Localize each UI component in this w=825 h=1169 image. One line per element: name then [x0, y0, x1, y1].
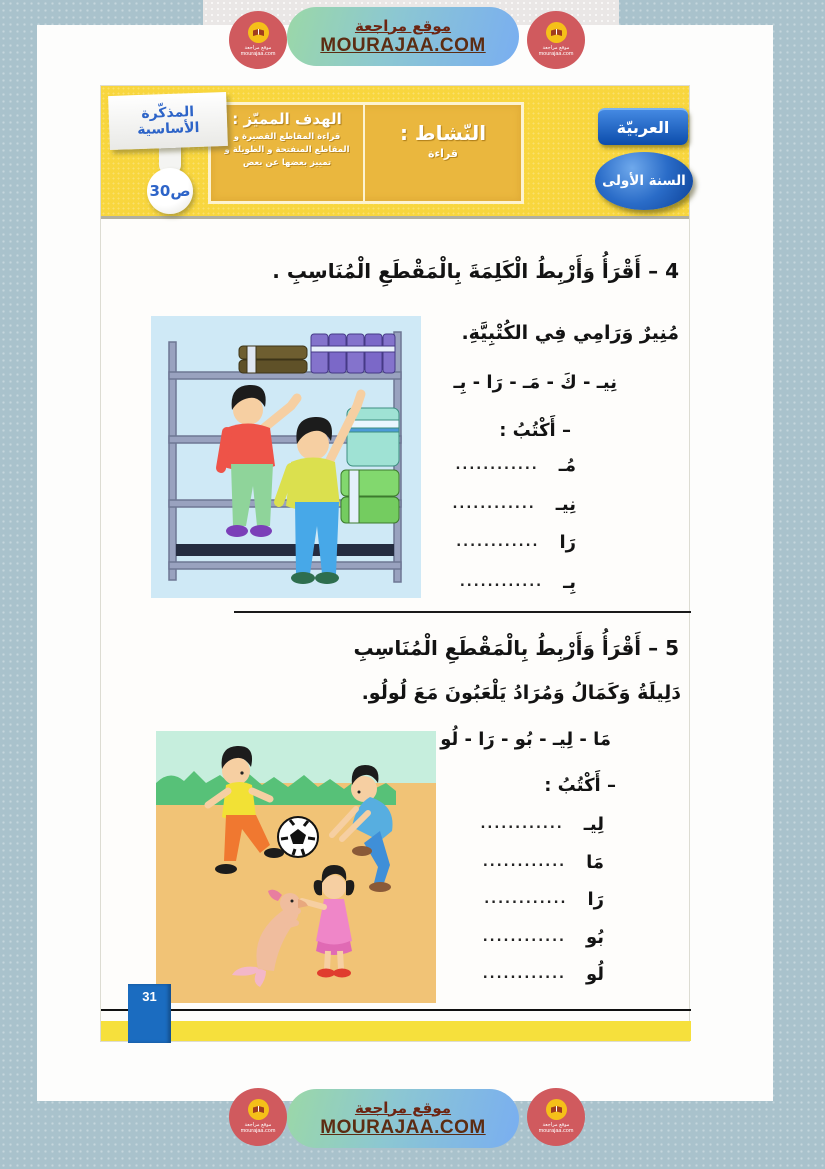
exercise4-syllables: نِيـ - كَ - مَـ - رَا - بِـ	[453, 372, 617, 393]
page-number-badge: 31	[128, 984, 171, 1043]
badge-site-domain: mourajaa.com	[240, 51, 276, 58]
activity-cell	[363, 105, 521, 201]
site-domain-link[interactable]: MOURAJAA.COM	[320, 1116, 486, 1138]
syllable-label: بُو	[585, 927, 604, 948]
answer-dots: ............	[482, 855, 567, 870]
syllable-row	[483, 852, 604, 873]
syllable-label: بِـ	[563, 572, 576, 593]
badge-site-title: موقع مراجعة	[542, 44, 570, 51]
exercise5-syllables: مَا - لِيـ - بُو - رَا - لُو	[440, 729, 611, 750]
badge-site-domain: mourajaa.com	[240, 1128, 276, 1135]
site-logo-badge	[229, 1088, 287, 1146]
open-book-icon	[248, 1099, 269, 1120]
syllable-label: مَا	[586, 852, 604, 873]
objective-title: الهدف المميّز :	[232, 110, 342, 128]
exercise5-write-label: – أَكْتُبُ :	[544, 775, 616, 796]
syllable-row	[483, 927, 604, 948]
objective-activity-box	[208, 102, 524, 204]
badge-site-title: موقع مراجعة	[542, 1121, 570, 1128]
badge-site-title: موقع مراجعة	[244, 1121, 272, 1128]
site-link-pill[interactable]	[287, 7, 519, 66]
site-domain-link[interactable]: MOURAJAA.COM	[320, 34, 486, 56]
syllable-label: لِيـ	[583, 814, 604, 835]
footer-yellow-band	[101, 1021, 691, 1041]
subject-label: العربيّة	[598, 108, 688, 145]
answer-dots: ............	[480, 817, 564, 832]
objective-text: قراءة المقاطع القصيرة و المقاطع المنفتحة و الطويلة و تمييز بعضها عن بعض	[224, 132, 350, 169]
answer-dots: ............	[482, 967, 566, 982]
worksheet-header	[101, 86, 689, 219]
open-book-icon	[546, 22, 567, 43]
badge-site-title: موقع مراجعة	[244, 44, 272, 51]
syllable-row	[455, 455, 576, 476]
syllable-row	[456, 532, 576, 553]
exercise4-title: 4 – أَقْرَأُ وَأَرْبِطُ الْكَلِمَةَ بِالْمَقْطَعِ الْمُنَاسِبِ .	[272, 259, 679, 283]
answer-dots: ............	[482, 930, 566, 945]
children-playing-illustration	[156, 731, 436, 1003]
memo-ribbon: المذكّرة الأساسية	[108, 92, 228, 150]
exercise4-sentence: مُنِيرٌ وَرَامِي فِي الكُتْبِيَّةِ.	[461, 322, 679, 344]
syllable-label: لُو	[585, 964, 604, 985]
site-logo-badge	[527, 11, 585, 69]
syllable-label: نِيـ	[555, 494, 576, 515]
site-link-pill[interactable]	[287, 1089, 519, 1148]
library-illustration	[151, 316, 421, 598]
exercise4-write-label: – أَكْتُبُ :	[499, 420, 571, 441]
objective-cell	[211, 105, 363, 201]
answer-dots: ............	[484, 892, 568, 907]
footer-rule	[101, 1009, 691, 1011]
site-title-link[interactable]: موقع مراجعة	[354, 1098, 452, 1117]
exercise5-title: 5 – أَقْرَأُ وَأَرْبِطُ بِالْمَقْطَعِ الْمُنَاسِبِ	[353, 636, 679, 660]
site-title-link[interactable]: موقع مراجعة	[354, 16, 452, 35]
answer-dots: ............	[459, 575, 544, 590]
answer-dots: ............	[456, 535, 540, 550]
badge-site-domain: mourajaa.com	[538, 1128, 574, 1135]
open-book-icon	[248, 22, 269, 43]
syllable-row	[460, 572, 576, 593]
grade-label: السنة الأولى	[595, 152, 693, 210]
exercise-divider	[234, 611, 691, 613]
syllable-label: رَا	[559, 532, 576, 553]
answer-dots: ............	[455, 458, 539, 473]
syllable-label: مُـ	[558, 455, 576, 476]
page-reference-circle: ص30	[147, 168, 193, 214]
exercise5-sentence: دَلِيلَةُ وَكَمَالُ وَمُرَادُ يَلْعَبُونَ مَعَ لُولُو.	[361, 682, 681, 704]
syllable-row	[480, 814, 604, 835]
answer-dots: ............	[452, 497, 536, 512]
syllable-row	[483, 964, 604, 985]
site-logo-badge	[527, 1088, 585, 1146]
activity-value: قراءة	[428, 147, 458, 160]
syllable-row	[452, 494, 576, 515]
site-logo-badge	[229, 11, 287, 69]
syllable-label: رَا	[587, 889, 604, 910]
activity-title: النّشاط :	[399, 121, 487, 145]
badge-site-domain: mourajaa.com	[538, 51, 574, 58]
scanned-worksheet-page	[100, 85, 690, 1042]
syllable-row	[484, 889, 604, 910]
open-book-icon	[546, 1099, 567, 1120]
